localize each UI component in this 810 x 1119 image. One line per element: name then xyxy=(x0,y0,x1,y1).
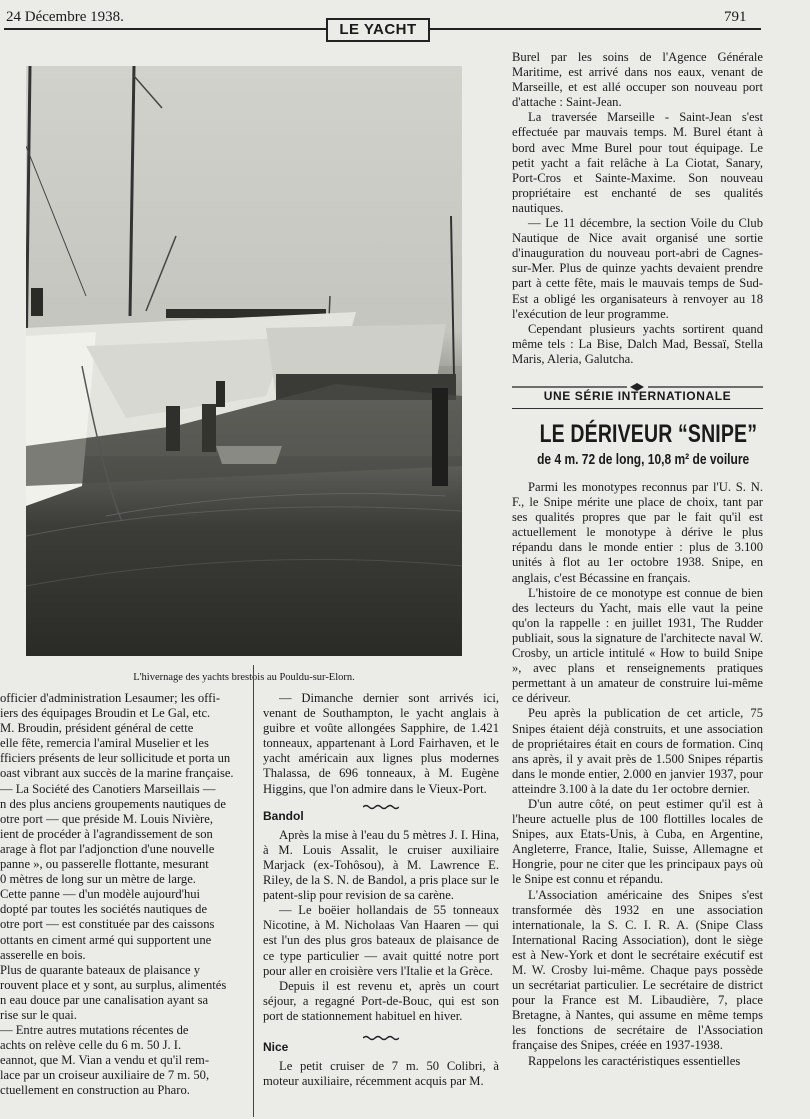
kicker-rule xyxy=(512,408,763,409)
middle-column xyxy=(263,691,499,1089)
text-line: achts on relève celle du 6 m. 50 J. I. xyxy=(0,1038,182,1053)
paragraph: Burel par les soins de l'Agence Générale Maritime, est arrivé dans nos eaux, venant de Marseille, et est allé occuper son nouveau port d'attache : Saint-Jean. xyxy=(512,50,763,110)
photo-caption: L'hivernage des yachts brestois au Pouldu-sur-Elorn. xyxy=(133,672,355,683)
harbor-photo xyxy=(26,66,462,656)
article-title: LE DÉRIVEUR “SNIPE” xyxy=(539,420,758,448)
page-header xyxy=(0,0,810,44)
paragraph: Cependant plusieurs yachts sortirent quand même tels : La Bise, Dalch Mad, Bessaï, Stella Maris, Aleria, Galutcha. xyxy=(512,321,763,366)
text-line: M. Broudin, président général de cette xyxy=(0,721,194,736)
paragraph: Après la mise à l'eau du 5 mètres J. I. Hina, à M. Louis Assalit, le cruiser auxiliaire Marjack (ex-Tohôsou), à M. Lawrence E. Riley, de la S. N. de Bandol, a pris place sur le patent-slip pour revision de sa carène. xyxy=(263,827,499,903)
paragraph: Peu après la publication de cet article, 75 Snipes étaient déjà construits, et une association de propriétaires était en cours de formation. Cinq ans après, il y avait près de 1.500 Snipes répartis dans le monde entier, 2.000 en janvier 1937, pour atteindre 3.100 à la date du 1er octobre dernier. xyxy=(512,706,763,796)
text-line: n eau douce par une canalisation ayant sa xyxy=(0,992,209,1007)
paragraph: — Le 11 décembre, la section Voile du Club Nautique de Nice avait organisé une sortie d'inauguration du nouveau port-abri de Cagnes-sur-Mer. Plus de quinze yachts devaient prendre part à cette fête, mais le mauvais temps de Sud-Est a obligé les organisateurs à renvoyer au 18 l'exécution de leur programme. xyxy=(512,216,763,321)
text-line: Plus de quarante bateaux de plaisance y xyxy=(0,962,201,977)
text-line: dopté par toutes les sociétés nautiques de xyxy=(0,902,208,917)
paragraph: L'histoire de ce monotype est connue de bien des lecteurs du Yacht, mais elle vaut la peine qu'on la rappelle : en juillet 1931, The Rudder publiait, sous la signature de l'architecte naval W. Crosby, un article intitulé « How to build Snipe », avec plans et renseignements pratiques permettant à un amateur de construire lui-même ce dériveur. xyxy=(512,585,763,706)
text-line: — Entre autres mutations récentes de xyxy=(0,1023,189,1038)
section-ornament xyxy=(263,799,499,807)
paragraph: — Le boëier hollandais de 55 tonneaux Nicotine, à M. Nicholaas Van Haaren — qui est l'un des plus gros bateaux de plaisance de ce type particulier — avait quitté notre port pour aller en croisière vers l'Italie et la Grèce. xyxy=(263,903,499,978)
text-line: fficiers présents de leur sollicitude et porta un xyxy=(0,751,231,766)
text-line: rise sur le quai. xyxy=(0,1007,77,1022)
right-column-top xyxy=(512,50,763,367)
text-line: arage à flot par l'adjonction d'une nouvelle xyxy=(0,841,215,856)
text-line: iers des équipages Broudin et Le Gal, etc. xyxy=(0,706,211,721)
paragraph: Rappelons les caractéristiques essentielles xyxy=(528,1053,741,1068)
section-ornament xyxy=(263,1030,499,1038)
section-heading-bandol: Bandol xyxy=(263,808,304,823)
text-line: — La Société des Canotiers Marseillais — xyxy=(0,781,216,796)
text-line: Cette panne — d'un modèle aujourd'hui xyxy=(0,887,201,902)
paragraph: L'Association américaine des Snipes s'est transformée dès 1932 en une association internationale, la S. C. I. R. A. (Snipe Class International Racing Association), dont le siège est à New-York et dont le secrétaire exécutif est M. W. Crosby lui-même. Chaque pays possède un secrétariat particulier. Le secrétaire de district pour la France est M. Libaudière, 7, place Bretagne, à Nantes, qui assume en même temps les fonctions de secrétaire de l'Association française des Snipes, créée en 1937-1938. xyxy=(512,887,763,1053)
right-column-bottom xyxy=(512,480,763,1069)
page-number: 791 xyxy=(724,9,747,25)
left-column xyxy=(0,691,239,1099)
paragraph: D'un autre côté, on peut estimer qu'il est à l'heure actuelle plus de 100 flottilles locales de Snipes, aux Etats-Unis, à Cuba, en Argentine, Angleterre, France, Italie, Suisse, Allemagne et Hongrie, pour ne citer que les principaux pays où le Snipe est connu et répandu. xyxy=(512,796,763,887)
text-line: otre port — que préside M. Louis Nivière, xyxy=(0,811,213,826)
text-line: lace par un croiseur auxiliaire de 7 m. 50, xyxy=(0,1068,210,1083)
article-kicker: UNE SÉRIE INTERNATIONALE xyxy=(543,389,732,403)
paragraph: Parmi les monotypes reconnus par l'U. S. N. F., le Snipe mérite une place de choix, tant par ses qualités propres que par le fait qu'il est actuellement le monotype à dérive le plus répandu dans le monde entier : plus de 3.100 unités à flot au 1er octobre 1938. Snipe, en anglais, c'est Bécassine en français. xyxy=(512,480,763,585)
text-line: officier d'administration Lesaumer; les offi- xyxy=(0,691,221,705)
text-line: ient de procéder à l'agrandissement de son xyxy=(0,826,213,841)
journal-title: LE YACHT xyxy=(326,18,430,42)
text-line: oast vibrant aux succès de la marine française. xyxy=(0,766,234,781)
text-line: ctuellement en construction au Pharo. xyxy=(0,1083,190,1098)
paragraph: Depuis il est revenu et, après un court séjour, a regagné Port-de-Bouc, qui est son port de stationnement habituel en hiver. xyxy=(263,978,499,1023)
paragraph: La traversée Marseille - Saint-Jean s'est effectuée par mauvais temps. M. Burel étant à bord avec Mme Burel pour tout équipage. Le petit yacht a fait relâche à La Ciotat, Sanary, Port-Cros et Sainte-Maxime. Son nouveau propriétaire est enchanté de ses qualités nautiques. xyxy=(512,110,763,215)
header-rule-right xyxy=(428,28,761,30)
article-subtitle: de 4 m. 72 de long, 10,8 m² de voilure xyxy=(537,451,750,468)
text-line: n des plus anciens groupements nautiques de xyxy=(0,796,226,811)
photo-illustration xyxy=(26,66,462,656)
issue-date: 24 Décembre 1938. xyxy=(6,9,124,25)
column-divider xyxy=(253,665,254,1117)
text-line: ottants en ciment armé qui supportent une xyxy=(0,932,212,947)
text-line: 0 mètres de long sur un mètre de large. xyxy=(0,872,196,887)
text-line: eannot, que M. Vian a vendu et qu'il rem- xyxy=(0,1053,210,1068)
text-line: otre port — est constituée par des caissons xyxy=(0,917,215,932)
text-line: elle fête, remercia l'amiral Muselier et les xyxy=(0,736,209,751)
decorative-rule xyxy=(512,378,763,386)
paragraph: — Dimanche dernier sont arrivés ici, venant de Southampton, le yacht anglais à guibre et voûte allongées Sapphire, de 1.421 tonneaux, appartenant à Lord Fairhaven, et le yacht américain aux lignes plus modernes Thalassa, de 696 tonneaux, à M. Eugène Higgins, que l'on admire dans le Vieux-Port. xyxy=(263,691,499,796)
text-line: panne », ou passerelle flottante, mesurant xyxy=(0,857,209,872)
header-rule-left xyxy=(4,28,326,30)
section-heading-nice: Nice xyxy=(263,1039,289,1054)
text-line: rouvent place et y sont, au surplus, alimentés xyxy=(0,977,227,992)
paragraph: Le petit cruiser de 7 m. 50 Colibri, à moteur auxiliaire, récemment acquis par M. xyxy=(263,1059,499,1089)
text-line: asserelle en bois. xyxy=(0,947,86,962)
